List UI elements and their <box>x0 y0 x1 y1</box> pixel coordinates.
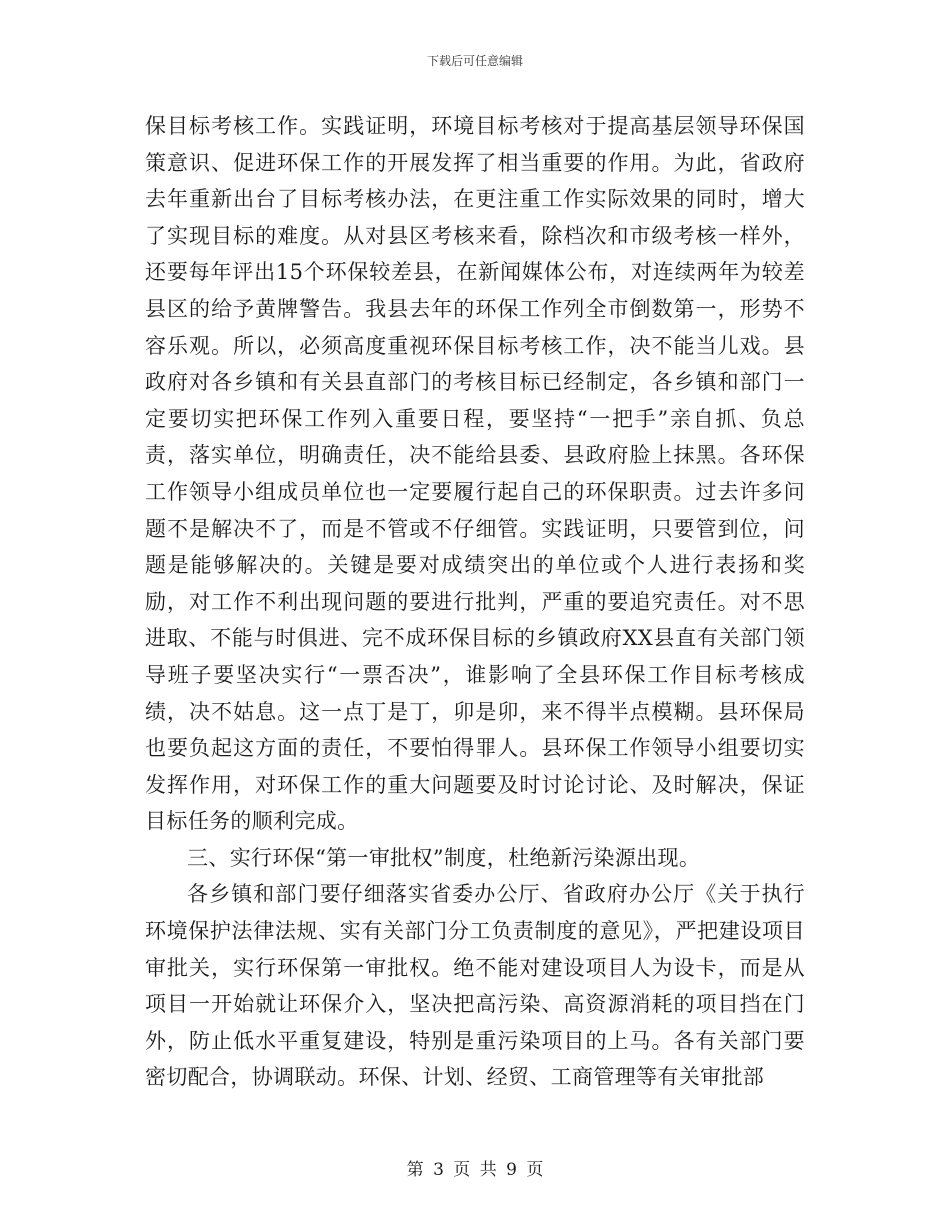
section-heading-3: 三、实行环保“第一审批权”制度，杜绝新污染源出现。 <box>187 845 701 870</box>
document-body <box>145 108 805 1096</box>
paragraph-1: 保目标考核工作。实践证明，环境目标考核对于提高基层领导环保国策意识、促进环保工作的开展发挥了相当重要的作用。为此，省政府去年重新出台了目标考核办法，在更注重工作实际效果的同时，增大了实现目标的难度。从对县区考核来看，除档次和市级考核一样外，还要每年评出15个环保较差县，在新闻媒体公布，对连续两年为较差县区的给予黄牌警告。我县去年的环保工作列全市倒数第一，形势不容乐观。所以，必须高度重视环保目标考核工作，决不能当儿戏。县政府对各乡镇和有关县直部门的考核目标已经制定，各乡镇和部门一定要切实把环保工作列入重要日程，要坚持“一把手”亲自抓、负总责，落实单位，明确责任，决不能给县委、县政府脸上抹黑。各环保工作领导小组成员单位也一定要履行起自己的环保职责。过去许多问题不是解决不了，而是不管或不仔细管。实践证明，只要管到位，问题是能够解决的。关键是要对成绩突出的单位或个人进行表扬和奖励，对工作不利出现问题的要进行批判，严重的要追究责任。对不思进取、不能与时俱进、完不成环保目标的乡镇政府XX县直有关部门领导班子要坚决实行“一票否决”，谁影响了全县环保工作目标考核成绩，决不姑息。这一点丁是丁，卯是卯，来不得半点模糊。县环保局也要负起这方面的责任，不要怕得罪人。县环保工作领导小组要切实发挥作用，对环保工作的重大问题要及时讨论讨论、及时解决，保证目标任务的顺利完成。 <box>145 114 806 834</box>
page-number: 第 3 页 共 9 页 <box>406 1160 544 1180</box>
page-header: 下载后可任意编辑 <box>426 54 523 68</box>
paragraph-2: 各乡镇和部门要仔细落实省委办公厅、省政府办公厅《关于执行环境保护法律法规、实有关部门分工负责制度的意见》，严把建设项目审批关，实行环保第一审批权。绝不能对建设项目人为设卡，而是从项目一开始就让环保介入，坚决把高污染、高资源消耗的项目挡在门外，防止低水平重复建设，特别是重污染项目的上马。各有关部门要密切配合，协调联动。环保、计划、经贸、工商管理等有关审批部 <box>145 882 805 1090</box>
